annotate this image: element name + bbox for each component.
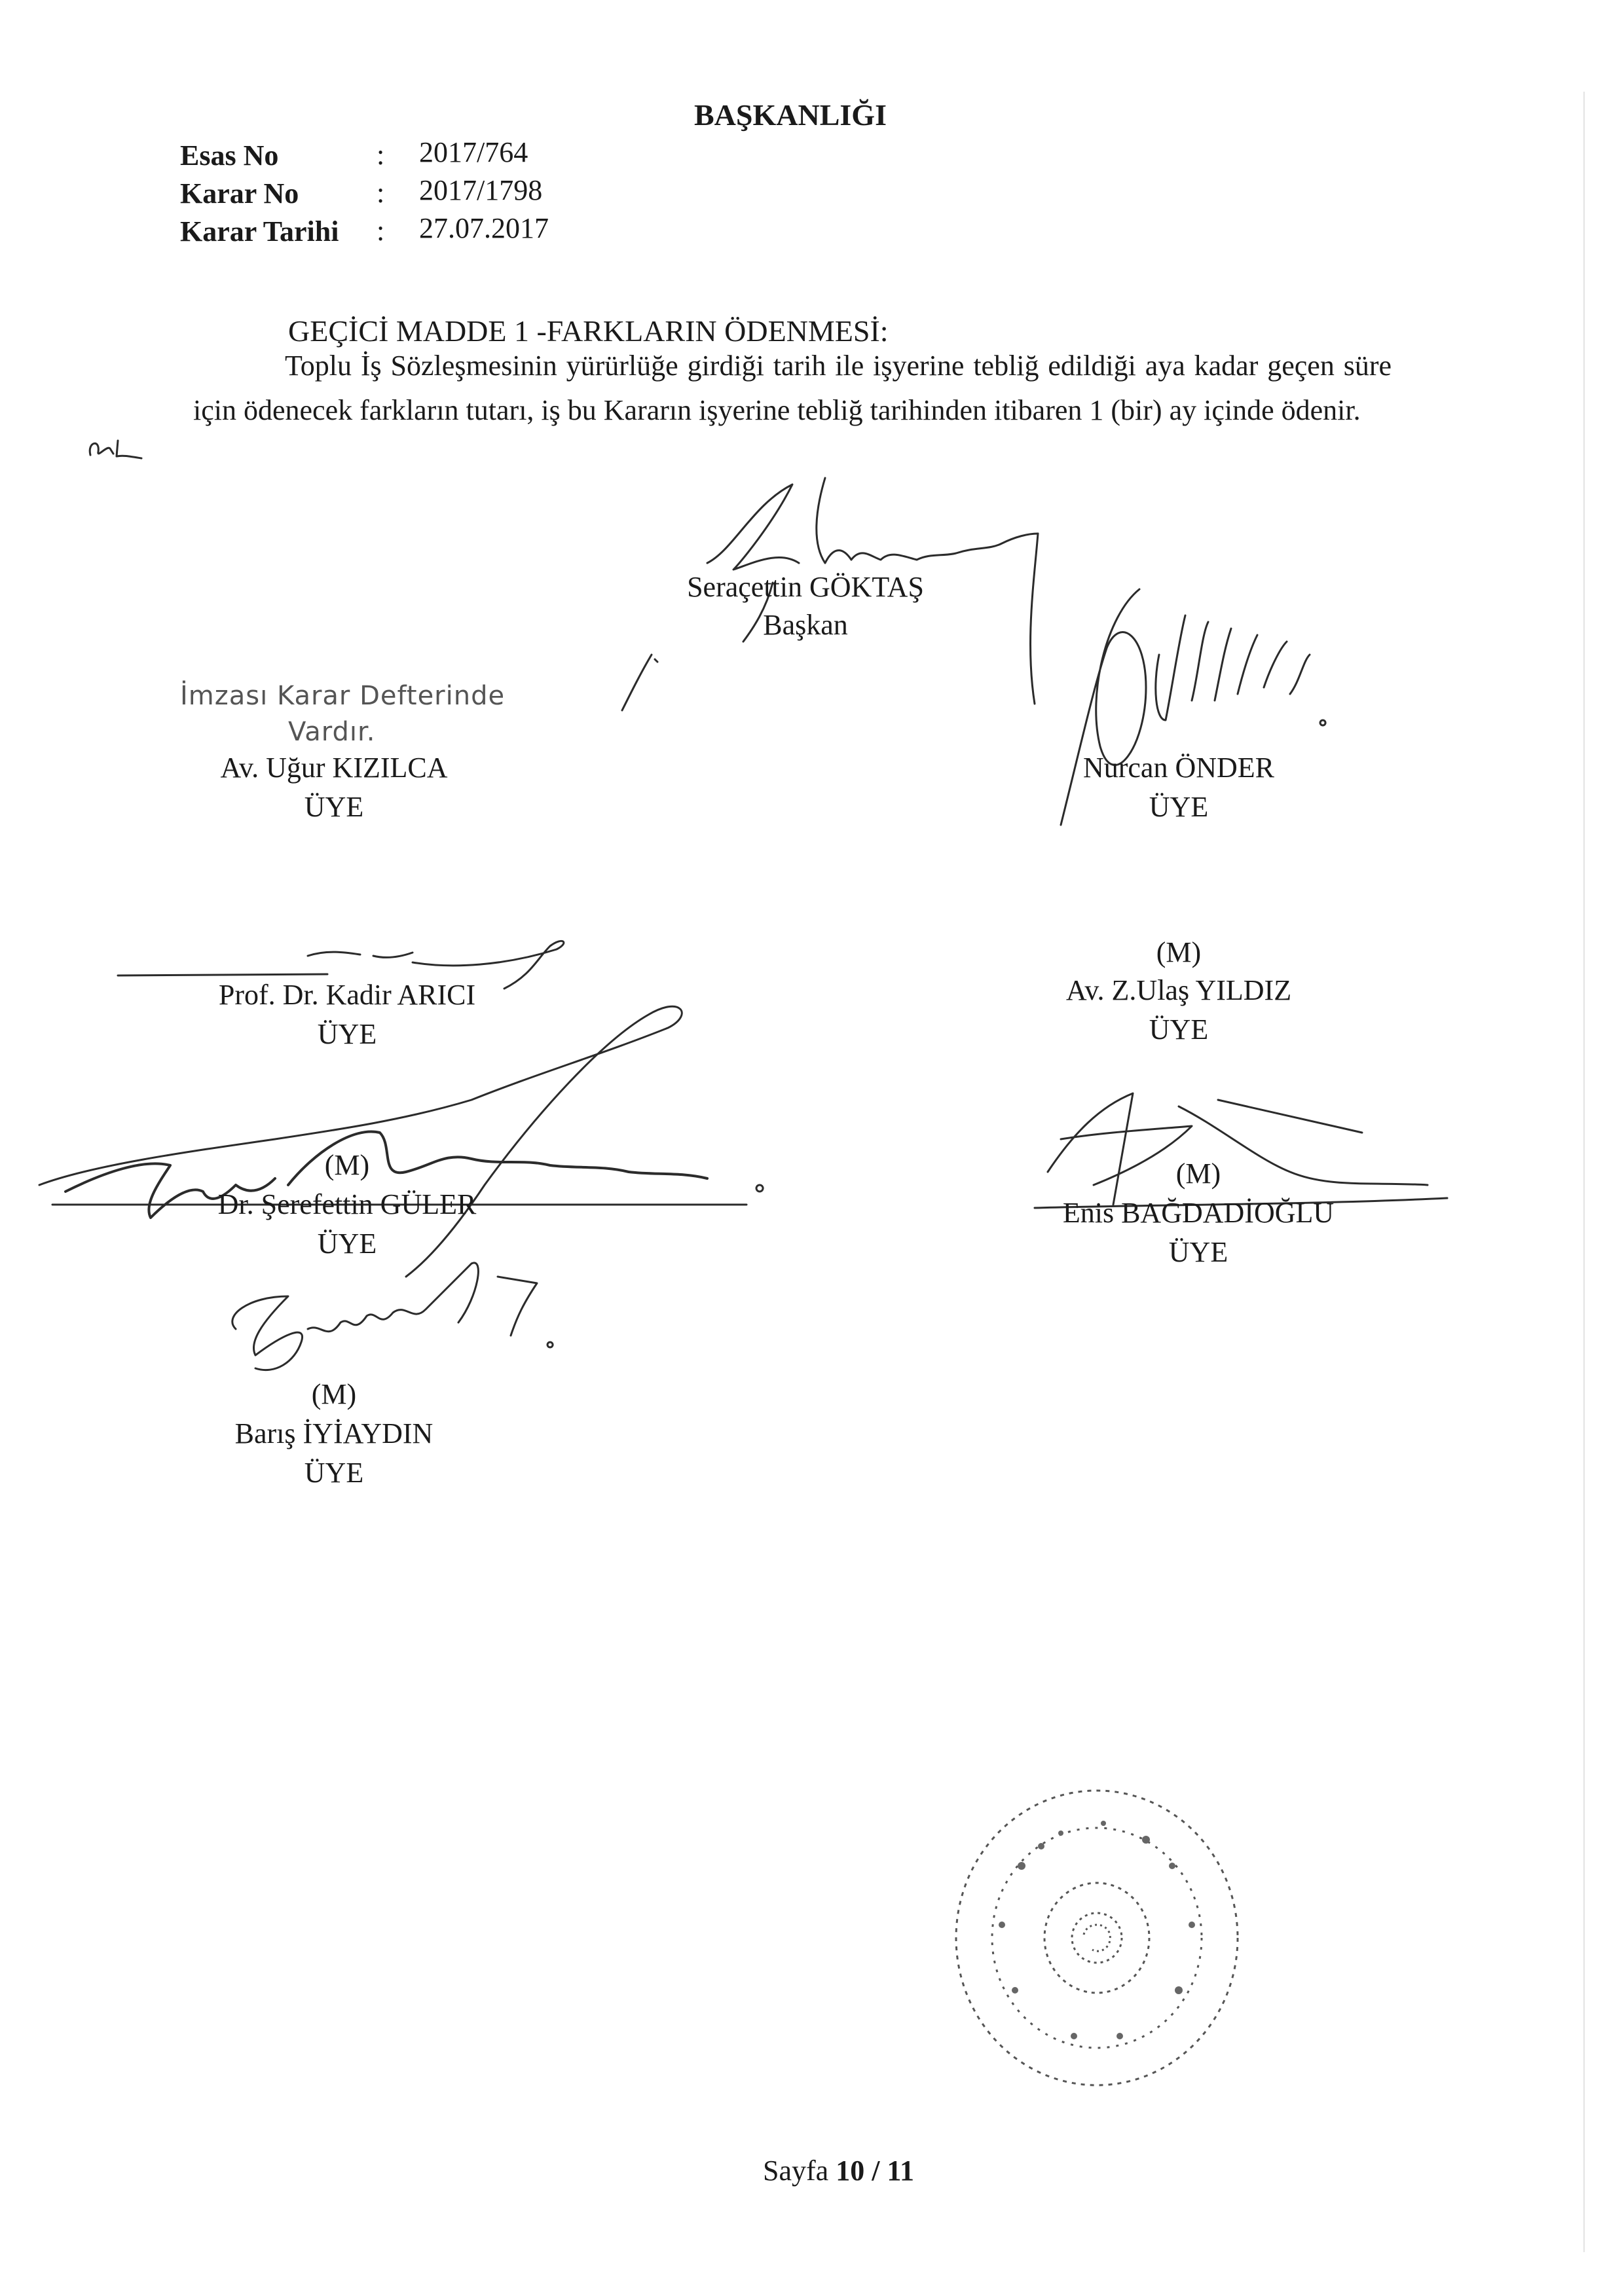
signature-book-stamp-line1: İmzası Karar Defterinde bbox=[180, 681, 506, 711]
karar-tarihi-value: 27.07.2017 bbox=[419, 212, 549, 244]
kizilca-name: Av. Uğur KIZILCA bbox=[220, 752, 448, 784]
arici-name: Prof. Dr. Kadir ARICI bbox=[218, 979, 476, 1011]
guler-mark: (M) bbox=[324, 1149, 370, 1181]
article-body: Toplu İş Sözleşmesinin yürürlüğe girdiği tarih ile işyerine tebliğ edildiği aya kadar geçen süre için ödenecek farkların tutarı, iş bu Kararın işyerine tebliğ tarihinden itibaren 1 (bir) ay içinde ödenir. bbox=[193, 350, 1392, 426]
page-current: 10 bbox=[836, 2155, 865, 2187]
page-prefix: Sayfa bbox=[763, 2155, 829, 2187]
iyiaydin-role: ÜYE bbox=[304, 1457, 364, 1489]
iyiaydin-signature bbox=[210, 1244, 602, 1388]
onder-name: Nurcan ÖNDER bbox=[1082, 752, 1275, 784]
esas-no-sep: : bbox=[377, 139, 385, 171]
official-seal-stamp bbox=[943, 1774, 1251, 2102]
guler-name: Dr. Şerefettin GÜLER bbox=[217, 1188, 477, 1220]
signature-book-stamp-line2: Vardır. bbox=[288, 717, 376, 747]
small-check-mark bbox=[616, 645, 668, 717]
baskan-role: Başkan bbox=[763, 609, 848, 641]
bagdadioglu-role: ÜYE bbox=[1168, 1236, 1228, 1268]
page-separator: / bbox=[872, 2155, 880, 2187]
yildiz-role: ÜYE bbox=[1149, 1013, 1209, 1046]
kizilca-role: ÜYE bbox=[304, 791, 364, 823]
baskan-name: Seraçettin GÖKTAŞ bbox=[687, 571, 924, 603]
onder-role: ÜYE bbox=[1149, 791, 1209, 823]
document-title: BAŞKANLIĞI bbox=[694, 98, 887, 132]
guler-role: ÜYE bbox=[317, 1228, 377, 1260]
esas-no-label: Esas No bbox=[180, 139, 279, 172]
karar-no-value: 2017/1798 bbox=[419, 174, 543, 206]
karar-no-sep: : bbox=[377, 177, 385, 209]
karar-tarihi-sep: : bbox=[377, 215, 385, 247]
bagdadioglu-mark: (M) bbox=[1175, 1157, 1221, 1190]
scan-edge-line bbox=[1583, 92, 1585, 2252]
margin-initials-signature bbox=[84, 429, 149, 468]
karar-no-label: Karar No bbox=[180, 177, 299, 210]
esas-no-value: 2017/764 bbox=[419, 136, 528, 168]
page-total: 11 bbox=[887, 2155, 914, 2187]
karar-tarihi-label: Karar Tarihi bbox=[180, 215, 339, 247]
page-number bbox=[763, 2154, 914, 2187]
bagdadioglu-name: Enis BAĞDADİOĞLU bbox=[1062, 1197, 1335, 1229]
article-heading: GEÇİCİ MADDE 1 -FARKLARIN ÖDENMESİ: bbox=[288, 314, 889, 348]
yildiz-mark: (M) bbox=[1156, 936, 1202, 968]
arici-role: ÜYE bbox=[317, 1018, 377, 1050]
yildiz-name: Av. Z.Ulaş YILDIZ bbox=[1065, 974, 1292, 1006]
iyiaydin-mark: (M) bbox=[311, 1378, 357, 1410]
iyiaydin-name: Barış İYİAYDIN bbox=[234, 1417, 434, 1449]
